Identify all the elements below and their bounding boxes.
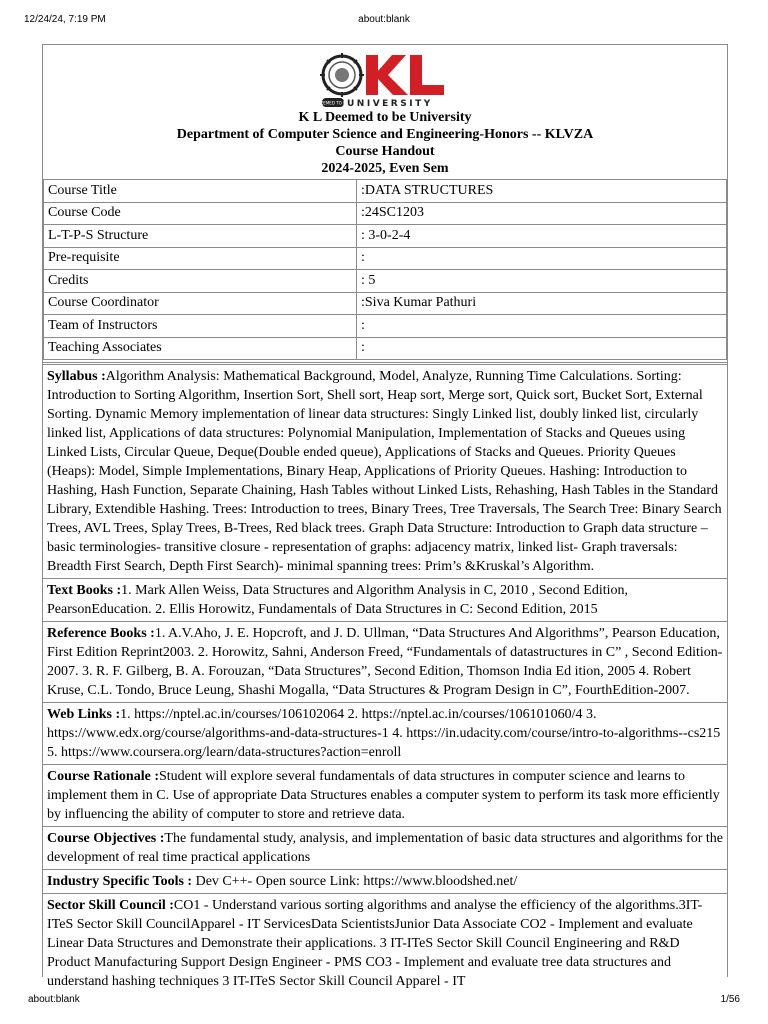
info-row xyxy=(44,225,727,248)
info-key: Team of Instructors xyxy=(44,315,357,338)
section-label: Web Links : xyxy=(47,707,121,722)
section-text: 1. A.V.Aho, J. E. Hopcroft, and J. D. Ullman, “Data Structures And Algorithms”, Pearson Education, First Edition Reprint2003. 2. Horowitz, Sahni, Anderson Freed, “Fundamentals of datastructures in C” , Second Edition-2007. 3. R. F. Gilberg, B. A. Forouzan, “Data Structures”, Second Edition, Thomson India Ed ition, 2005 4. Robert Kruse, C.L. Tondo, Bruce Leung, Shashi Mogalla, “Data Structures & Program Design in C”, FourthEdition-2007. xyxy=(47,626,723,698)
info-key: Course Coordinator xyxy=(44,292,357,315)
info-value: : 3-0-2-4 xyxy=(357,225,727,248)
handout-header xyxy=(43,45,727,177)
kl-logo-icon xyxy=(317,51,450,109)
info-row xyxy=(44,180,727,203)
print-page-number: 1/56 xyxy=(720,994,740,1005)
info-row xyxy=(44,292,727,315)
print-datetime: 12/24/24, 7:19 PM xyxy=(24,14,106,25)
course-sections xyxy=(43,362,727,993)
info-row xyxy=(44,315,727,338)
academic-session: 2024-2025, Even Sem xyxy=(321,161,449,176)
info-key: Credits xyxy=(44,270,357,293)
info-key: Teaching Associates xyxy=(44,337,357,360)
info-row xyxy=(44,202,727,225)
info-row xyxy=(44,247,727,270)
section-block xyxy=(43,826,727,869)
section-text: The fundamental study, analysis, and implementation of basic data structures and algorithms for the development of real time practical applications xyxy=(47,831,723,865)
university-logo xyxy=(43,51,727,109)
document-type: Course Handout xyxy=(335,144,435,159)
section-text: Student will explore several fundamentals of data structures in computer science and learns to implement them in C. Use of appropriate Data Structures enables a computer system to perform its task more efficiently by influencing the ability of computer to store and retrieve data. xyxy=(47,769,720,822)
department-name: Department of Computer Science and Engineering-Honors -- KLVZA xyxy=(176,127,594,142)
section-block xyxy=(43,578,727,621)
info-row xyxy=(44,337,727,360)
info-key: L-T-P-S Structure xyxy=(44,225,357,248)
section-label: Sector Skill Council : xyxy=(47,898,174,913)
section-text: 1. https://nptel.ac.in/courses/106102064 2. https://nptel.ac.in/courses/106101060/4 3. https://www.edx.org/course/algorithms-and-data-structures-1 4. https://in.udacity.com/course/intro-to-algorithms--cs215 5. https://www.coursera.org/learn/data-structures?action=enroll xyxy=(47,707,721,760)
section-text: Algorithm Analysis: Mathematical Background, Model, Analyze, Running Time Calculations. Sorting: Introduction to Sorting Algorithm, Insertion Sort, Shell sort, Heap sort, Merge sort, Quick sort, Bucket Sort, External Sorting. Dynamic Memory implementation of linear data structures: Singly Linked list, doubly linked list, circularly linked list, Applications of data structures: Polynomial Manipulation, Implementation of Stacks and Queues using Linked Lists, Circular Queue, Deque(Double ended queue), Applications of Stacks and Queues. Priority Queues (Heaps): Model, Simple Implementations, Binary Heap, Applications of Priority Queues. Hashing: Introduction to Hashing, Hash Function, Separate Chaining, Hash Tables without Linked Lists, Rehashing, Hash Tables in the Standard Library, Extendible Hashing. Trees: Introduction to trees, Binary Trees, Tree Traversals, The Search Tree: Binary Search Trees, AVL Trees, Splay Trees, B-Trees, Red black trees. Graph Data Structure: Introduction to Graph data structure – basic terminologies- transitive closure - representation of graphs: adjacency matrix, linked list- Graph traversals: Breadth First Search, Depth First Search)- minimal spanning trees: Prim’s &Kruskal’s Algorithm. xyxy=(47,369,722,574)
info-value: :24SC1203 xyxy=(357,202,727,225)
section-label: Syllabus : xyxy=(47,369,106,384)
section-label: Industry Specific Tools : xyxy=(47,874,193,889)
course-info-table xyxy=(43,179,727,360)
info-value: : 5 xyxy=(357,270,727,293)
section-block xyxy=(43,621,727,702)
info-value: :Siva Kumar Pathuri xyxy=(357,292,727,315)
section-block xyxy=(43,362,727,578)
section-label: Text Books : xyxy=(47,583,122,598)
section-block xyxy=(43,764,727,826)
info-value: : xyxy=(357,315,727,338)
info-row xyxy=(44,270,727,293)
section-label: Course Rationale : xyxy=(47,769,159,784)
section-text: Dev C++- Open source Link: https://www.bloodshed.net/ xyxy=(192,874,518,889)
info-value: : xyxy=(357,337,727,360)
logo-word: UNIVERSITY xyxy=(347,99,433,109)
section-block xyxy=(43,893,727,993)
section-label: Course Objectives : xyxy=(47,831,165,846)
print-page-title: about:blank xyxy=(358,14,410,25)
section-label: Reference Books : xyxy=(47,626,155,641)
section-block xyxy=(43,702,727,764)
course-handout-document xyxy=(42,44,728,989)
section-text: CO1 - Understand various sorting algorithms and analyse the efficiency of the algorithms.3IT-ITeS Sector Skill CouncilApparel - IT ServicesData ScientistsJunior Data Associate CO2 - Implement and evaluate Linear Data Structures and Demonstrate their applications. 3 IT-ITeS Sector Skill Council Engineering and R&D Product Manufacturing Support Design Engineer - PMS CO3 - Implement and evaluate tree data structures and understand hashing techniques 3 IT-ITeS Sector Skill Council Apparel - IT xyxy=(47,898,703,989)
section-text: 1. Mark Allen Weiss, Data Structures and Algorithm Analysis in C, 2010 , Second Edition, PearsonEducation. 2. Ellis Horowitz, Fundamentals of Data Structures in C: Second Edition, 2015 xyxy=(47,583,629,617)
university-name: K L Deemed to be University xyxy=(298,110,472,125)
info-key: Course Title xyxy=(44,180,357,203)
print-url: about:blank xyxy=(28,994,80,1005)
seal-text: DEEMED TO BE xyxy=(317,100,349,106)
info-key: Course Code xyxy=(44,202,357,225)
info-key: Pre-requisite xyxy=(44,247,357,270)
info-value: :DATA STRUCTURES xyxy=(357,180,727,203)
info-value: : xyxy=(357,247,727,270)
section-block xyxy=(43,869,727,893)
